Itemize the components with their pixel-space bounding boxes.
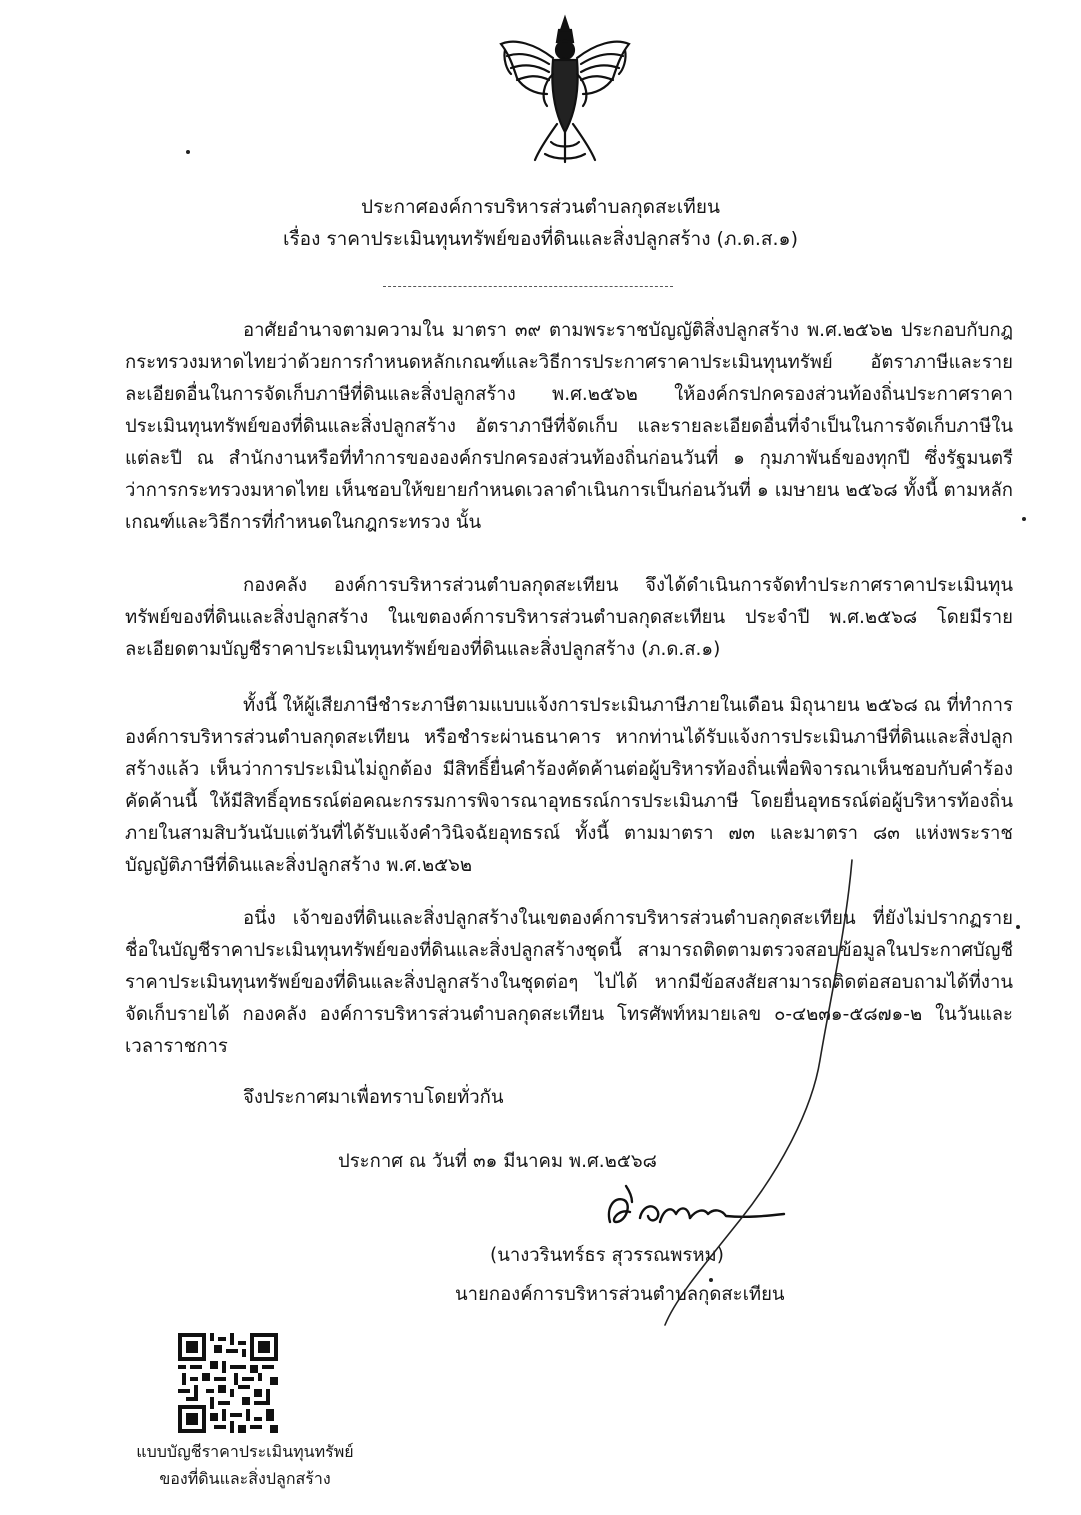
closing-statement: จึงประกาศมาเพื่อทราบโดยทั่วกัน <box>243 1087 504 1108</box>
announcement-title: ประกาศองค์การบริหารส่วนตำบลกุดสะเทียน <box>361 196 720 218</box>
body-paragraph-4: อนึ่ง เจ้าของที่ดินและสิ่งปลูกสร้างในเขตองค์การบริหารส่วนตำบลกุดสะเทียน ที่ยังไม่ปรากฏรายชื่อในบัญชีราคาประเมินทุนทรัพย์ของที่ดินและสิ่งปลูกสร้างชุดนี้ สามารถติดตามตรวจสอบข้อมูลในประกาศบัญชีราคาประเมินทุนทรัพย์ของที่ดินและสิ่งปลูกสร้างในชุดต่อๆ ไปได้ หากมีข้อสงสัยสามารถติดต่อสอบถามได้ที่งานจัดเก็บรายได้ กองคลัง องค์การบริหารส่วนตำบลกุดสะเทียน โทรศัพท์หมายเลข ๐-๔๒๓๑-๕๘๗๑-๒ ในวันและเวลาราชการ <box>125 908 1013 1057</box>
announcement-subject: เรื่อง ราคาประเมินทุนทรัพย์ของที่ดินและสิ่งปลูกสร้าง (ภ.ด.ส.๑) <box>282 228 798 250</box>
handwritten-signature <box>596 1178 786 1238</box>
qr-caption-line-2: ของที่ดินและสิ่งปลูกสร้าง <box>159 1469 331 1488</box>
qr-code-icon[interactable] <box>178 1333 278 1433</box>
qr-caption-line-1: แบบบัญชีราคาประเมินทุนทรัพย์ <box>136 1442 354 1461</box>
signatory-position: นายกองค์การบริหารส่วนตำบลกุดสะเทียน <box>455 1284 785 1305</box>
signatory-name: (นางวรินทร์ธร สุวรรณพรหม) <box>490 1245 724 1266</box>
body-paragraph-1: อาศัยอำนาจตามความใน มาตรา ๓๙ ตามพระราชบัญญัติสิ่งปลูกสร้าง พ.ศ.๒๕๖๒ ประกอบกับกฎกระทรวงมหาดไทยว่าด้วยการกำหนดหลักเกณฑ์และวิธีการประกาศราคาประเมินทุนทรัพย์ อัตราภาษีและรายละเอียดอื่นในการจัดเก็บภาษีที่ดินและสิ่งปลูกสร้าง พ.ศ.๒๕๖๒ ให้องค์กรปกครองส่วนท้องถิ่นประกาศราคาประเมินทุนทรัพย์ของที่ดินและสิ่งปลูกสร้าง อัตราภาษีที่จัดเก็บ และรายละเอียดอื่นที่จำเป็นในการจัดเก็บภาษีในแต่ละปี ณ สำนักงานหรือที่ทำการขององค์กรปกครองส่วนท้องถิ่นก่อนวันที่ ๑ กุมภาพันธ์ของทุกปี ซึ่งรัฐมนตรีว่าการกระทรวงมหาดไทย เห็นชอบให้ขยายกำหนดเวลาดำเนินการเป็นก่อนวันที่ ๑ เมษายน ๒๕๖๘ ทั้งนี้ ตามหลักเกณฑ์และวิธีการที่กำหนดในกฎกระทรวง นั้น <box>125 320 1013 533</box>
scan-speck <box>1016 925 1020 929</box>
scan-speck <box>709 1278 713 1282</box>
announcement-date: ประกาศ ณ วันที่ ๓๑ มีนาคม พ.ศ.๒๕๖๘ <box>338 1151 657 1172</box>
body-paragraph-3: ทั้งนี้ ให้ผู้เสียภาษีชำระภาษีตามแบบแจ้งการประเมินภาษีภายในเดือน มิถุนายน ๒๕๖๘ ณ ที่ทำการองค์การบริหารส่วนตำบลกุดสะเทียน หรือชำระผ่านธนาคาร หากท่านได้รับแจ้งการประเมินภาษีที่ดินและสิ่งปลูกสร้างแล้ว เห็นว่าการประเมินไม่ถูกต้อง มีสิทธิ์ยื่นคำร้องคัดค้านต่อผู้บริหารท้องถิ่นเพื่อพิจารณาเห็นชอบกับคำร้องคัดค้านนี้ ให้มีสิทธิ์อุทธรณ์ต่อคณะกรรมการพิจารณาอุทธรณ์การประเมินภาษี โดยยื่นอุทธรณ์ต่อผู้บริหารท้องถิ่นภายในสามสิบวันนับแต่วันที่ได้รับแจ้งคำวินิจฉัยอุทธรณ์ ทั้งนี้ ตามมาตรา ๗๓ และมาตรา ๘๓ แห่งพระราชบัญญัติภาษีที่ดินและสิ่งปลูกสร้าง พ.ศ.๒๕๖๒ <box>125 695 1013 876</box>
scan-speck <box>186 150 190 154</box>
body-paragraph-2: กองคลัง องค์การบริหารส่วนตำบลกุดสะเทียน จึงได้ดำเนินการจัดทำประกาศราคาประเมินทุนทรัพย์ของที่ดินและสิ่งปลูกสร้าง ในเขตองค์การบริหารส่วนตำบลกุดสะเทียน ประจำปี พ.ศ.๒๕๖๘ โดยมีรายละเอียดตามบัญชีราคาประเมินทุนทรัพย์ของที่ดินและสิ่งปลูกสร้าง (ภ.ด.ส.๑) <box>125 575 1013 660</box>
title-divider <box>383 286 673 287</box>
garuda-emblem-icon <box>495 14 635 164</box>
scan-speck <box>1022 517 1026 521</box>
